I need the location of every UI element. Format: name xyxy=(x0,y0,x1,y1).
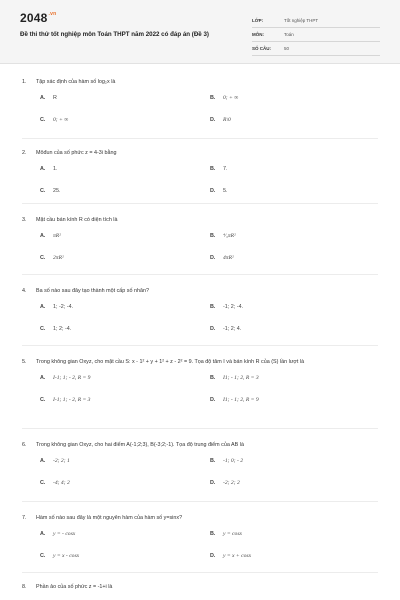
option-letter: C. xyxy=(40,188,46,194)
option-text: 25. xyxy=(53,188,61,194)
question-text: Môđun của số phức z = 4-3i bằng xyxy=(36,150,117,156)
option-text: -1; 2; -4. xyxy=(223,304,244,310)
question-text: Hàm số nào sau đây là một nguyên hàm của hàm số y=sinx? xyxy=(36,515,183,521)
option-letter: A. xyxy=(40,531,46,537)
option-text: 0; + ∞ xyxy=(53,117,69,123)
page-header xyxy=(0,0,400,64)
question-number: 5. xyxy=(22,359,27,365)
question-8 xyxy=(22,573,382,593)
meta-class xyxy=(252,14,380,28)
option-d[interactable] xyxy=(210,254,380,262)
meta-value: 50 xyxy=(284,46,290,51)
option-text: 0; + ∞ xyxy=(223,95,239,101)
option-text: 2πR² xyxy=(53,255,64,261)
option-c[interactable] xyxy=(40,396,210,404)
question-number: 1. xyxy=(22,79,27,85)
option-letter: A. xyxy=(40,458,46,464)
question-number: 3. xyxy=(22,217,27,223)
option-letter: D. xyxy=(210,553,216,559)
question-7 xyxy=(22,502,382,572)
option-letter: C. xyxy=(40,553,46,559)
option-text: ⁴⁄₃πR² xyxy=(223,233,236,239)
meta-key: SỐ CÂU: xyxy=(252,46,271,51)
option-letter: D. xyxy=(210,188,216,194)
option-letter: B. xyxy=(210,375,216,381)
question-text: Mặt cầu bán kính R có diện tích là xyxy=(36,217,118,223)
option-b[interactable] xyxy=(210,94,380,102)
option-letter: D. xyxy=(210,326,216,332)
exam-title: Đề thi thử tốt nghiệp môn Toán THPT năm 2022 có đáp án (Đề 3) xyxy=(20,31,209,38)
option-c[interactable] xyxy=(40,116,210,124)
question-number: 8. xyxy=(22,584,27,590)
option-text: 1. xyxy=(53,166,58,172)
option-c[interactable] xyxy=(40,187,210,195)
option-d[interactable] xyxy=(210,396,380,404)
question-number: 2. xyxy=(22,150,27,156)
option-c[interactable] xyxy=(40,325,210,333)
option-d[interactable] xyxy=(210,479,380,487)
option-letter: C. xyxy=(40,480,46,486)
option-letter: D. xyxy=(210,397,216,403)
option-text: I1; - 1; 2, R = 9 xyxy=(223,397,259,403)
question-list xyxy=(0,78,400,593)
question-number: 6. xyxy=(22,442,27,448)
meta-count xyxy=(252,42,380,56)
option-text: 5. xyxy=(223,188,228,194)
meta-key: LỚP: xyxy=(252,18,264,23)
option-text: -2; 2; 1 xyxy=(53,458,70,464)
option-letter: C. xyxy=(40,397,46,403)
option-text: -2; 2; 2 xyxy=(223,480,240,486)
option-d[interactable] xyxy=(210,325,380,333)
option-c[interactable] xyxy=(40,254,210,262)
option-text: I1; - 1; 2, R = 3 xyxy=(223,375,259,381)
option-letter: C. xyxy=(40,117,46,123)
question-text: Trong không gian Oxyz, cho mặt cầu S: x - 1² + y + 1² + z - 2² = 9. Tọa độ tâm I và bán kính R của (S) lần lượt là xyxy=(36,359,305,365)
option-letter: C. xyxy=(40,326,46,332)
option-text: I-1; 1; - 2, R = 3 xyxy=(53,397,91,403)
option-text: I-1; 1; - 2, R = 9 xyxy=(53,375,91,381)
option-b[interactable] xyxy=(210,303,380,311)
option-a[interactable] xyxy=(40,457,210,465)
question-text: Ba số nào sau đây tạo thành một cấp số nhân? xyxy=(36,288,149,294)
meta-value: Toán xyxy=(284,32,294,37)
option-text: R xyxy=(53,95,57,101)
option-letter: A. xyxy=(40,375,46,381)
option-letter: A. xyxy=(40,166,46,172)
option-a[interactable] xyxy=(40,232,210,240)
option-letter: B. xyxy=(210,233,216,239)
option-d[interactable] xyxy=(210,552,380,560)
option-letter: D. xyxy=(210,117,216,123)
option-b[interactable] xyxy=(210,232,380,240)
question-1 xyxy=(22,78,382,138)
option-letter: D. xyxy=(210,255,216,261)
question-number: 4. xyxy=(22,288,27,294)
option-text: 4πR² xyxy=(223,255,234,261)
option-text: R\0 xyxy=(223,117,231,123)
option-text: -4; 4; 2 xyxy=(53,480,70,486)
meta-key: MÔN: xyxy=(252,32,264,37)
option-text: -1; 0; - 2 xyxy=(223,458,244,464)
option-letter: C. xyxy=(40,255,46,261)
exam-meta xyxy=(252,14,380,56)
option-letter: D. xyxy=(210,480,216,486)
option-text: y = cosx xyxy=(223,531,242,537)
option-b[interactable] xyxy=(210,374,380,382)
option-b[interactable] xyxy=(210,457,380,465)
option-letter: A. xyxy=(40,95,46,101)
option-text: y = - cosx xyxy=(53,531,76,537)
option-letter: B. xyxy=(210,531,216,537)
option-b[interactable] xyxy=(210,530,380,538)
option-c[interactable] xyxy=(40,479,210,487)
question-6 xyxy=(22,429,382,501)
question-4 xyxy=(22,275,382,345)
meta-value: Tốt nghiệp THPT xyxy=(284,18,319,23)
option-text: -1; 2; 4. xyxy=(223,326,242,332)
logo-suffix: .vn xyxy=(48,11,57,17)
site-logo[interactable] xyxy=(20,11,56,25)
option-a[interactable] xyxy=(40,165,210,173)
option-letter: B. xyxy=(210,95,216,101)
meta-subject xyxy=(252,28,380,42)
option-text: 1; -2; -4. xyxy=(53,304,74,310)
option-a[interactable] xyxy=(40,94,210,102)
question-text: Tập xác định của hàm số log₂x là xyxy=(36,79,116,85)
option-letter: B. xyxy=(210,304,216,310)
question-5 xyxy=(22,346,382,428)
option-d[interactable] xyxy=(210,187,380,195)
question-number: 7. xyxy=(22,515,27,521)
question-2 xyxy=(22,139,382,203)
question-text: Phần ảo của số phức z = -1+i là xyxy=(36,584,113,590)
question-3 xyxy=(22,204,382,274)
option-text: y = x + cosx xyxy=(223,553,252,559)
option-letter: B. xyxy=(210,166,216,172)
option-text: 7. xyxy=(223,166,228,172)
option-text: πR² xyxy=(53,233,61,239)
logo-main: 2048 xyxy=(20,11,48,25)
option-text: 1; 2; -4. xyxy=(53,326,72,332)
option-d[interactable] xyxy=(210,116,380,124)
option-letter: A. xyxy=(40,304,46,310)
option-a[interactable] xyxy=(40,303,210,311)
option-letter: B. xyxy=(210,458,216,464)
option-a[interactable] xyxy=(40,530,210,538)
option-c[interactable] xyxy=(40,552,210,560)
option-a[interactable] xyxy=(40,374,210,382)
question-text: Trong không gian Oxyz, cho hai điểm A(-1;2;3), B(-3;2;-1). Tọa độ trung điểm của AB là xyxy=(36,442,244,448)
option-b[interactable] xyxy=(210,165,380,173)
option-letter: A. xyxy=(40,233,46,239)
option-text: y = x - cosx xyxy=(53,553,80,559)
